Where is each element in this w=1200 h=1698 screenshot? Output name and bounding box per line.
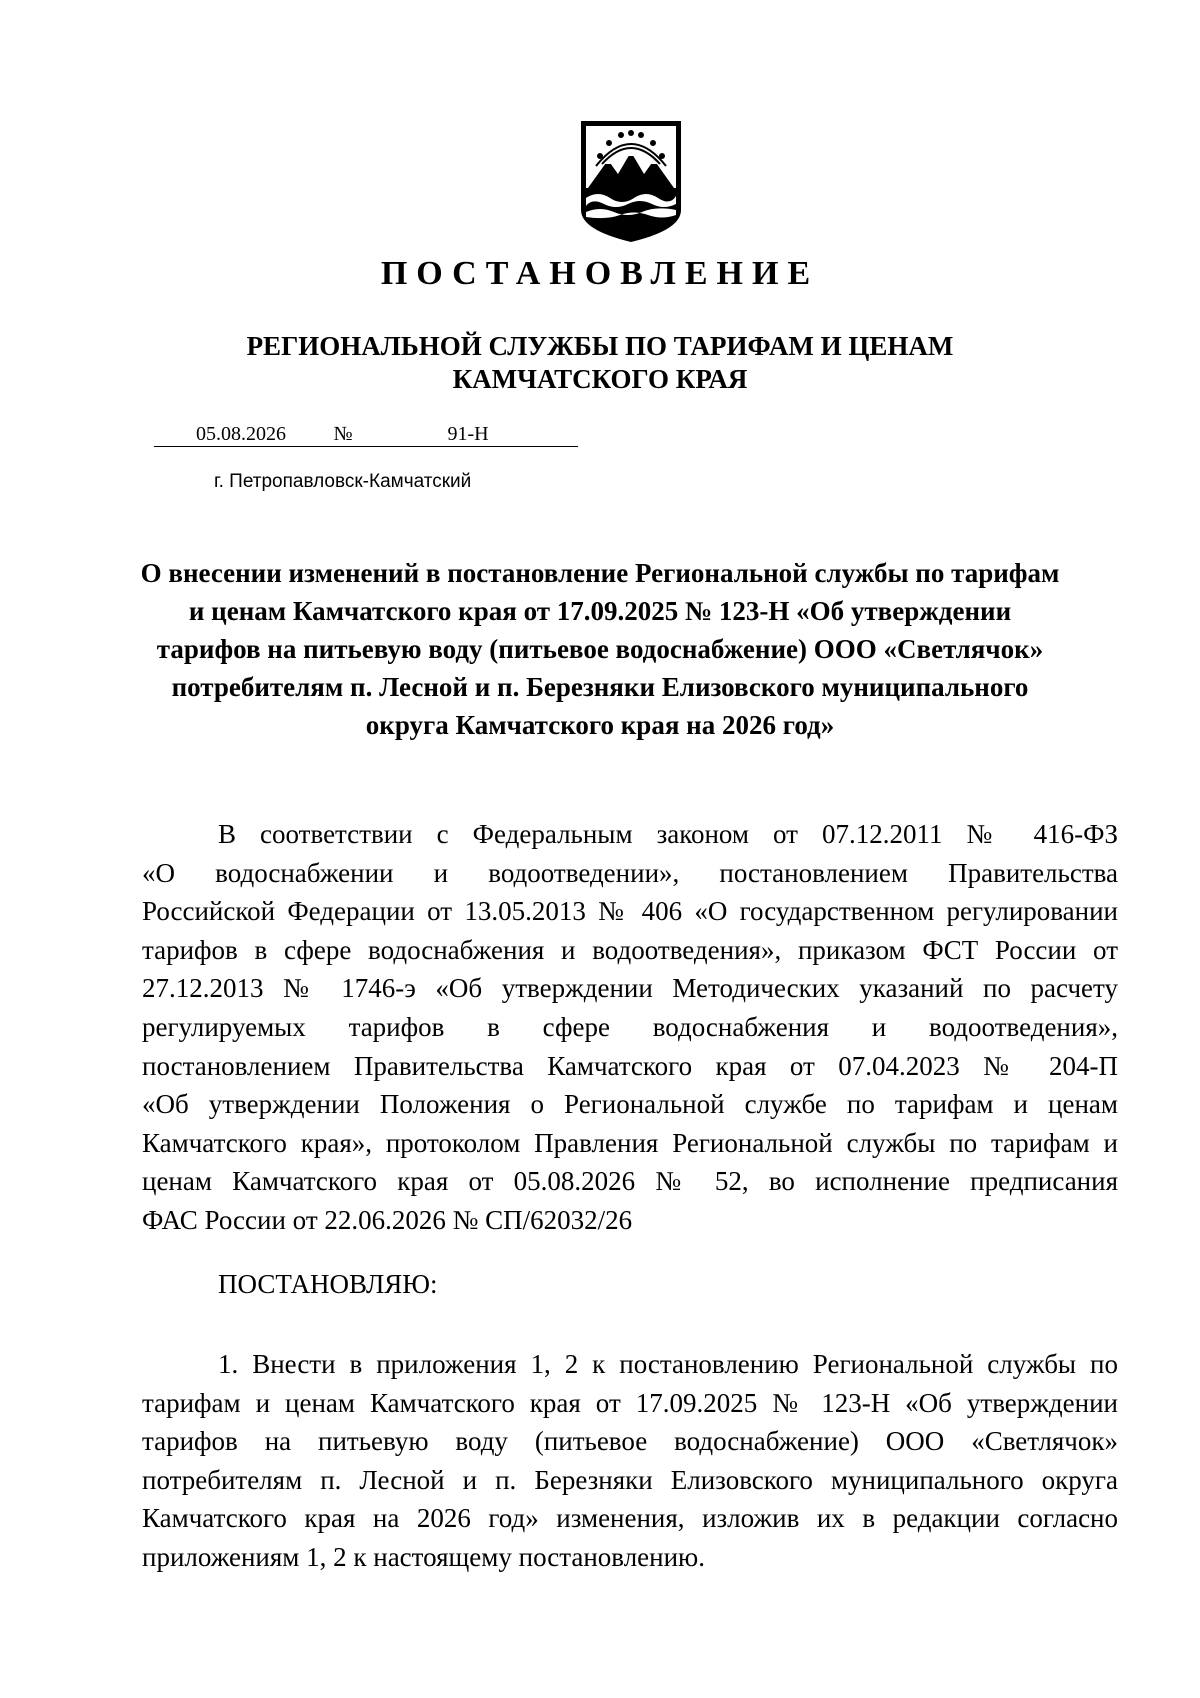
item-1-line: приложениям 1, 2 к настоящему постановлению. <box>142 1541 705 1572</box>
preamble-line: регулируемых тарифов в сфере водоснабжения и водоотведения», <box>142 1011 1118 1042</box>
preamble-line: ФАС России от 22.06.2026 № СП/62032/26 <box>142 1204 633 1235</box>
agency-line: РЕГИОНАЛЬНОЙ СЛУЖБЫ ПО ТАРИФАМ И ЦЕНАМ <box>246 331 954 361</box>
document-type-title: ПОСТАНОВЛЕНИЕ <box>380 255 820 292</box>
preamble-line: Российской Федерации от 13.05.2013 № 406 «О государственном регулировании <box>142 896 1118 927</box>
preamble-line: В соответствии с Федеральным законом от 07.12.2011 № 416-ФЗ <box>218 819 1118 849</box>
agency-line: КАМЧАТСКОГО КРАЯ <box>452 364 748 394</box>
registration-date: 05.08.2026 <box>154 422 328 447</box>
preamble-line: «Об утверждении Положения о Региональной службе по тарифам и ценам <box>142 1089 1118 1120</box>
document-title <box>120 554 1080 744</box>
item-1-line: потребителям п. Лесной и п. Березняки Елизовского муниципального округа <box>142 1464 1118 1495</box>
preamble-line: 27.12.2013 № 1746-э «Об утверждении Методических указаний по расчету <box>142 973 1118 1004</box>
item-1-line: 1. Внести в приложения 1, 2 к постановлению Региональной службы по <box>218 1349 1118 1379</box>
preamble-line: ценам Камчатского края от 05.08.2026 № 52, во исполнение предписания <box>142 1166 1118 1197</box>
title-line: О внесении изменений в постановление Региональной службы по тарифам <box>140 558 1060 588</box>
issuing-agency <box>0 330 1200 396</box>
preamble-line: тарифов в сфере водоснабжения и водоотведения», приказом ФСТ России от <box>142 934 1118 965</box>
item-1-line: тарифам и ценам Камчатского края от 17.09.2025 № 123-Н «Об утверждении <box>142 1387 1118 1418</box>
title-line: тарифов на питьевую воду (питьевое водоснабжение) ООО «Светлячок» <box>156 634 1044 664</box>
preamble-line: постановлением Правительства Камчатского края от 07.04.2023 № 204-П <box>142 1050 1118 1081</box>
item-1-paragraph <box>142 1345 1118 1577</box>
item-1-line: Камчатского края на 2026 год» изменения, изложив их в редакции согласно <box>142 1503 1118 1534</box>
item-1-line: тарифов на питьевую воду (питьевое водоснабжение) ООО «Светлячок» <box>142 1426 1118 1457</box>
coat-of-arms-icon <box>578 118 684 244</box>
title-line: округа Камчатского края на 2026 год» <box>365 710 835 740</box>
preamble-paragraph <box>142 815 1118 1240</box>
title-line: потребителям п. Лесной и п. Березняки Елизовского муниципального <box>171 672 1029 702</box>
registration-number: 91-Н <box>358 422 578 447</box>
preamble-line: Камчатского края», протоколом Правления Региональной службы по тарифам и <box>142 1127 1118 1158</box>
decree-word: ПОСТАНОВЛЯЮ: <box>218 1269 438 1299</box>
issue-city: г. Петропавловск-Камчатский <box>214 471 472 492</box>
title-line: и ценам Камчатского края от 17.09.2025 № 123-Н «Об утверждении <box>188 596 1012 626</box>
preamble-line: «О водоснабжении и водоотведении», постановлением Правительства <box>142 857 1118 888</box>
registration-number-label: № <box>328 422 358 447</box>
